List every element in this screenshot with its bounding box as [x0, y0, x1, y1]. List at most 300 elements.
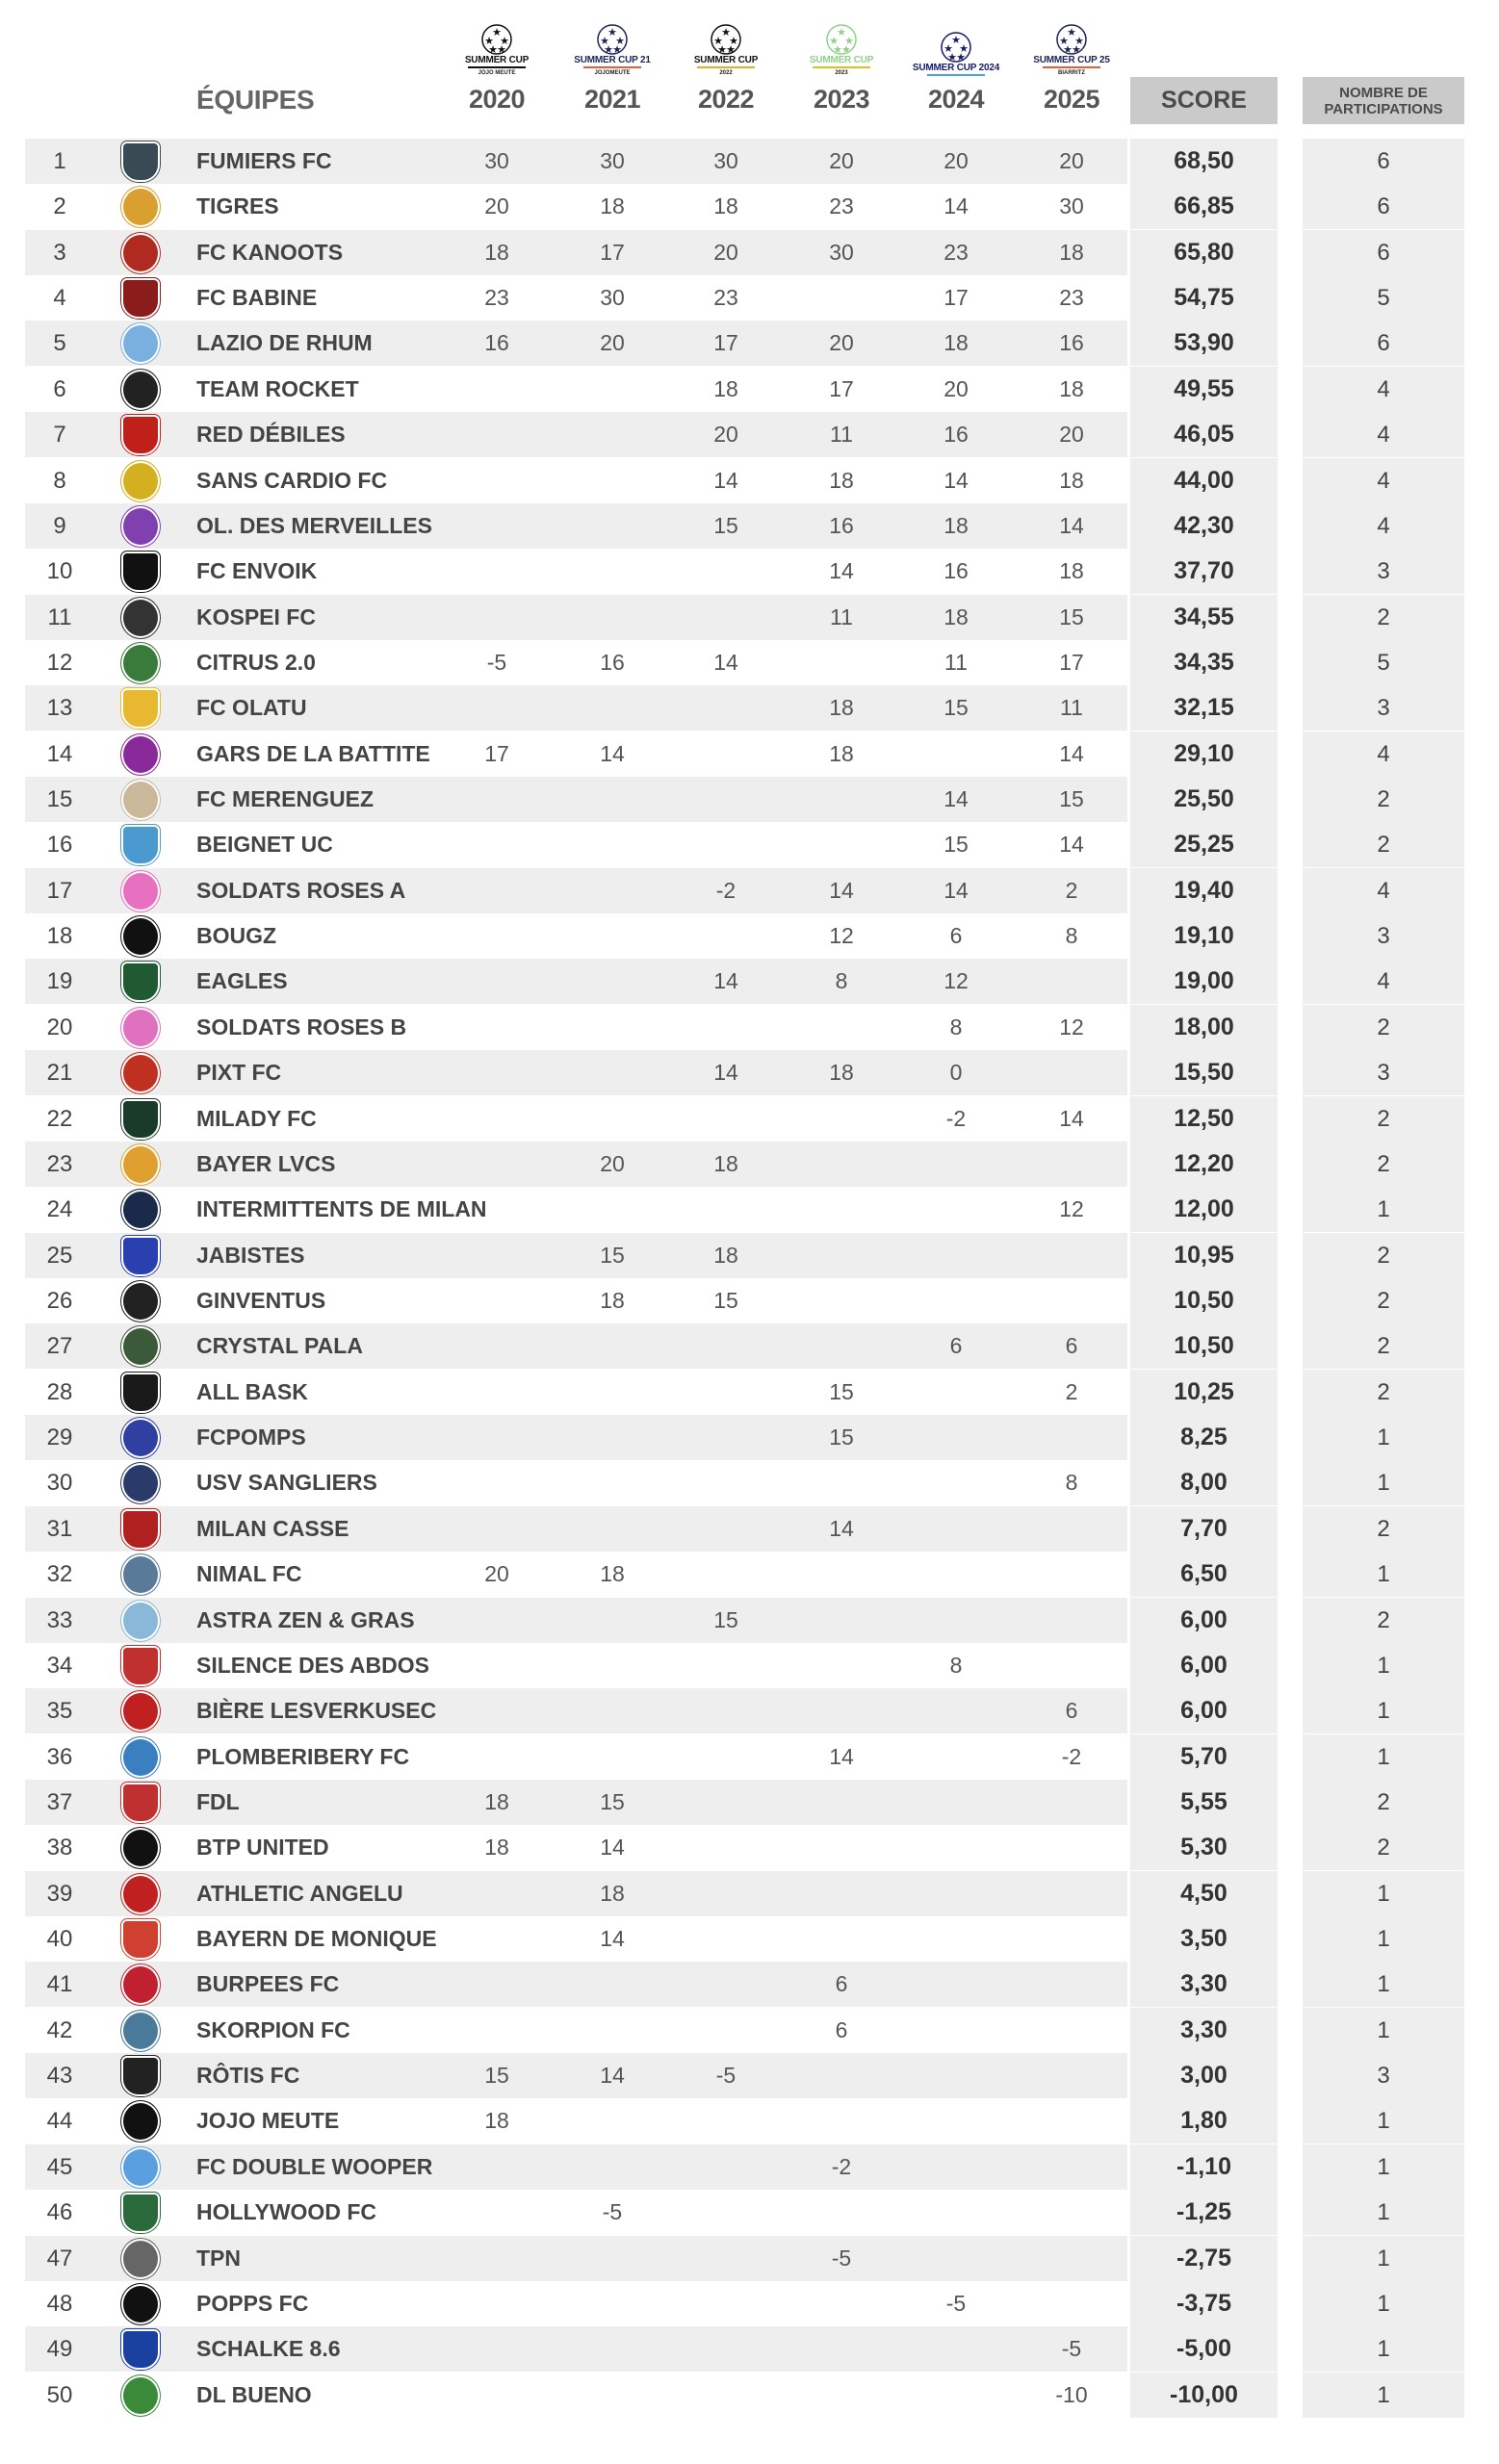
team-name: BAYERN DE MONIQUE [196, 1926, 437, 1951]
table-row [25, 503, 1127, 549]
year-score-2023: 20 [829, 330, 854, 355]
table-row [25, 1552, 1127, 1597]
year-score-2021 [574, 595, 651, 640]
team-name: INTERMITTENTS DE MILAN [196, 1196, 487, 1221]
team-logo [121, 278, 160, 318]
year-score-2025 [1033, 1962, 1110, 2007]
year-score-2022: 20 [713, 422, 738, 447]
year-score-2023 [803, 1460, 880, 1505]
year-score-2023: -2 [831, 2154, 852, 2179]
team-name: MILADY FC [196, 1106, 317, 1131]
total-score: 6,00 [1130, 1643, 1278, 1688]
total-score: 3,30 [1130, 2008, 1278, 2053]
rank-number: 8 [53, 468, 66, 494]
starball-icon [1055, 23, 1088, 56]
year-score-2021: 14 [600, 1835, 625, 1860]
participation-count: 3 [1303, 2053, 1464, 2098]
total-score: 66,85 [1130, 184, 1278, 229]
year-score-2025 [1033, 1415, 1110, 1460]
year-score-2021 [574, 2144, 651, 2190]
team-crest-icon [121, 461, 160, 501]
year-score-2022: 14 [713, 1060, 738, 1085]
rank-number: 17 [46, 878, 73, 904]
year-score-2022: 18 [713, 1151, 738, 1176]
year-score-2023 [803, 1780, 880, 1825]
rank-number: 31 [46, 1516, 73, 1542]
year-score-2025: -10 [1055, 2382, 1088, 2407]
participation-count: 4 [1303, 732, 1464, 777]
team-name: ALL BASK [196, 1379, 308, 1404]
rank-number: 22 [46, 1106, 73, 1132]
year-score-2025 [1033, 1916, 1110, 1962]
year-score-2021: 20 [600, 330, 625, 355]
table-row [25, 1187, 1127, 1232]
svg-text:★: ★ [1059, 36, 1069, 47]
team-name: DL BUENO [196, 2382, 312, 2407]
rank-number: 9 [53, 513, 66, 539]
participation-count: 3 [1303, 685, 1464, 731]
total-score: 34,35 [1130, 640, 1278, 685]
team-crest-icon [121, 1281, 160, 1322]
year-score-2021 [574, 1598, 651, 1643]
year-score-2021 [574, 2236, 651, 2281]
total-score: 65,80 [1130, 230, 1278, 275]
team-crest-icon [121, 2101, 160, 2142]
year-score-2024: 8 [949, 1014, 963, 1040]
rank-number: 13 [46, 695, 73, 721]
team-name: FC BABINE [196, 285, 318, 310]
year-score-2023 [803, 2326, 880, 2372]
year-score-2024 [917, 2236, 995, 2281]
year-score-2024 [917, 1552, 995, 1597]
year-score-2024: 14 [943, 878, 969, 903]
year-score-2021 [574, 549, 651, 594]
team-logo [121, 1554, 160, 1594]
rank-number: 15 [46, 786, 73, 812]
table-row [25, 2053, 1127, 2098]
year-score-2025: 14 [1059, 1106, 1084, 1131]
participation-count: 5 [1303, 275, 1464, 321]
year-score-2024 [917, 2373, 995, 2418]
year-score-2021: 16 [600, 650, 625, 675]
table-row [25, 1643, 1127, 1688]
participation-count: 4 [1303, 458, 1464, 503]
year-score-2022: 15 [713, 513, 738, 538]
year-score-2021 [574, 1962, 651, 2007]
team-crest-icon [121, 2329, 160, 2370]
team-crest-icon [121, 1554, 160, 1595]
team-crest-icon [121, 962, 160, 1002]
table-row [25, 1096, 1127, 1142]
year-score-2024: 8 [949, 1653, 963, 1678]
cup-logo-2020 [453, 10, 540, 77]
table-row [25, 2190, 1127, 2235]
year-score-2020: 18 [484, 1789, 509, 1814]
team-name: SANS CARDIO FC [196, 468, 388, 493]
year-score-2023: 17 [829, 376, 854, 401]
year-score-2021 [574, 503, 651, 549]
year-score-2023 [803, 1142, 880, 1187]
year-score-2023 [803, 777, 880, 822]
team-logo [121, 2375, 160, 2415]
team-logo [121, 2239, 160, 2278]
participation-count: 1 [1303, 2008, 1464, 2053]
team-logo [121, 2147, 160, 2187]
team-crest-icon [121, 1463, 160, 1503]
year-score-2024 [917, 1233, 995, 1278]
participation-count: 2 [1303, 1142, 1464, 1187]
rank-number: 29 [46, 1424, 73, 1450]
year-score-2023: 16 [829, 513, 854, 538]
year-score-2021 [574, 2326, 651, 2372]
rank-number: 50 [46, 2382, 73, 2408]
year-score-2024: 14 [943, 786, 969, 811]
header-year-2023: 2023 [813, 85, 870, 114]
cup-title: SUMMER CUP [809, 55, 874, 65]
team-name: FC KANOOTS [196, 240, 344, 265]
year-score-2024: 16 [943, 422, 969, 447]
team-name: KOSPEI FC [196, 604, 316, 629]
year-score-2023 [803, 1233, 880, 1278]
team-logo [121, 1509, 160, 1549]
year-score-2021 [574, 1415, 651, 1460]
table-row [25, 367, 1127, 412]
table-row [25, 2008, 1127, 2053]
year-score-2024 [917, 1370, 995, 1415]
team-crest-icon [121, 2375, 160, 2416]
svg-text:★: ★ [956, 52, 966, 64]
year-score-2023 [803, 2190, 880, 2235]
svg-text:★: ★ [959, 43, 969, 55]
rank-number: 1 [53, 148, 66, 174]
year-score-2022 [687, 595, 764, 640]
participation-count: 1 [1303, 2373, 1464, 2418]
participation-count: 2 [1303, 1005, 1464, 1050]
cup-underline [583, 66, 641, 68]
svg-text:★: ★ [726, 44, 736, 56]
total-score: 19,00 [1130, 959, 1278, 1004]
year-score-2023 [803, 1643, 880, 1688]
year-score-2025 [1033, 1278, 1110, 1323]
cup-logo-2023 [798, 10, 885, 77]
team-name: SKORPION FC [196, 2017, 350, 2042]
year-score-2025 [1033, 1142, 1110, 1187]
year-score-2020: 23 [484, 285, 509, 310]
year-score-2022 [687, 1552, 764, 1597]
year-score-2021 [574, 1096, 651, 1142]
table-row [25, 1825, 1127, 1870]
year-score-2020 [458, 1278, 535, 1323]
rank-number: 38 [46, 1835, 73, 1861]
total-score: -5,00 [1130, 2326, 1278, 2372]
year-score-2020 [458, 2236, 535, 2281]
team-name: PIXT FC [196, 1060, 282, 1085]
rank-number: 18 [46, 923, 73, 949]
year-score-2021 [574, 777, 651, 822]
team-crest-icon [121, 1008, 160, 1048]
participation-count: 2 [1303, 1233, 1464, 1278]
year-score-2021 [574, 868, 651, 913]
total-score: 19,40 [1130, 868, 1278, 913]
team-crest-icon [121, 780, 160, 820]
participation-count: 4 [1303, 959, 1464, 1004]
rank-number: 46 [46, 2199, 73, 2225]
total-score: 10,50 [1130, 1278, 1278, 1323]
year-score-2025 [1033, 2098, 1110, 2143]
year-score-2024 [917, 1916, 995, 1962]
rank-number: 42 [46, 2017, 73, 2043]
team-logo [121, 962, 160, 1001]
svg-text:★: ★ [1072, 44, 1081, 56]
table-row [25, 1916, 1127, 1962]
participation-count: 3 [1303, 913, 1464, 959]
year-score-2022 [687, 1962, 764, 2007]
year-score-2022: 14 [713, 968, 738, 993]
team-name: HOLLYWOOD FC [196, 2199, 376, 2224]
team-logo [121, 1601, 160, 1640]
year-score-2024 [917, 2098, 995, 2143]
svg-text:★: ★ [947, 52, 957, 64]
team-logo [121, 1008, 160, 1047]
team-name: RED DÉBILES [196, 422, 346, 447]
year-score-2020 [458, 2144, 535, 2190]
year-score-2025 [1033, 2190, 1110, 2235]
year-score-2020: 20 [484, 1561, 509, 1586]
participation-count: 4 [1303, 868, 1464, 913]
team-logo [121, 415, 160, 454]
year-score-2021: 18 [600, 1881, 625, 1906]
year-score-2020 [458, 959, 535, 1004]
year-score-2021: 14 [600, 1926, 625, 1951]
svg-text:★: ★ [607, 27, 617, 38]
year-score-2021 [574, 685, 651, 731]
total-score: 32,15 [1130, 685, 1278, 731]
year-score-2024: 6 [949, 923, 963, 948]
team-crest-icon [121, 1373, 160, 1413]
team-crest-icon [121, 1099, 160, 1140]
year-score-2023: 18 [829, 741, 854, 766]
team-logo [121, 141, 160, 181]
cup-subtitle: BIARRITZ [1058, 70, 1085, 76]
year-score-2020 [458, 2190, 535, 2235]
year-score-2025: 20 [1059, 148, 1084, 173]
cup-title: SUMMER CUP 21 [574, 55, 651, 65]
team-crest-icon [121, 825, 160, 865]
team-logo [121, 1463, 160, 1502]
header-score-label: SCORE [1130, 77, 1278, 124]
total-score: 68,50 [1130, 139, 1278, 184]
participation-count: 2 [1303, 1598, 1464, 1643]
team-logo [121, 643, 160, 682]
year-score-2020 [458, 1096, 535, 1142]
cup-underline [927, 74, 985, 76]
total-score: 5,30 [1130, 1825, 1278, 1870]
svg-text:★: ★ [829, 36, 839, 47]
year-score-2024 [917, 1142, 995, 1187]
team-crest-icon [121, 688, 160, 729]
team-name: RÔTIS FC [196, 2063, 300, 2088]
year-score-2022 [687, 2144, 764, 2190]
team-logo [121, 780, 160, 819]
team-name: ASTRA ZEN & GRAS [196, 1607, 415, 1632]
team-name: BAYER LVCS [196, 1151, 336, 1176]
table-row [25, 230, 1127, 275]
team-name: USV SANGLIERS [196, 1470, 377, 1495]
participation-count: 2 [1303, 822, 1464, 867]
table-row [25, 1871, 1127, 1916]
rank-number: 20 [46, 1014, 73, 1040]
participation-count: 1 [1303, 1460, 1464, 1505]
participation-count: 2 [1303, 1323, 1464, 1369]
team-logo [121, 506, 160, 546]
year-score-2024 [917, 1415, 995, 1460]
starball-icon [940, 31, 972, 64]
total-score: 6,50 [1130, 1552, 1278, 1597]
header-year-2024: 2024 [927, 85, 985, 114]
svg-text:★: ★ [1067, 27, 1076, 38]
year-score-2023: 14 [829, 1516, 854, 1541]
total-score: 5,70 [1130, 1734, 1278, 1780]
table-row [25, 595, 1127, 640]
team-logo [121, 2056, 160, 2095]
year-score-2023 [803, 1323, 880, 1369]
year-score-2023: -5 [831, 2246, 852, 2271]
total-score: 7,70 [1130, 1506, 1278, 1552]
participation-count: 6 [1303, 139, 1464, 184]
team-logo [121, 916, 160, 956]
team-crest-icon [121, 141, 160, 182]
rank-number: 26 [46, 1288, 73, 1314]
year-score-2021 [574, 1506, 651, 1552]
cup-logo-2021 [569, 10, 656, 77]
year-score-2020: 18 [484, 1835, 509, 1860]
year-score-2025 [1033, 2236, 1110, 2281]
year-score-2021 [574, 959, 651, 1004]
team-crest-icon [121, 552, 160, 592]
team-crest-icon [121, 187, 160, 227]
year-score-2020: 18 [484, 240, 509, 265]
rank-number: 10 [46, 558, 73, 584]
year-score-2022: 15 [713, 1607, 738, 1632]
team-logo [121, 1373, 160, 1412]
year-score-2022 [687, 777, 764, 822]
team-logo [121, 1874, 160, 1913]
year-score-2023: 14 [829, 1744, 854, 1769]
year-score-2024: 23 [943, 240, 969, 265]
year-score-2023 [803, 1005, 880, 1050]
year-score-2024 [917, 1598, 995, 1643]
year-score-2025 [1033, 2281, 1110, 2326]
year-score-2024: 14 [943, 193, 969, 218]
year-score-2025: 16 [1059, 330, 1084, 355]
total-score: 12,20 [1130, 1142, 1278, 1187]
rank-number: 35 [46, 1698, 73, 1724]
team-name: TEAM ROCKET [196, 376, 359, 401]
year-score-2021: 18 [600, 193, 625, 218]
rank-number: 33 [46, 1607, 73, 1633]
year-score-2023 [803, 2281, 880, 2326]
year-score-2024: 20 [943, 148, 969, 173]
total-score: 4,50 [1130, 1871, 1278, 1916]
svg-text:★: ★ [612, 44, 622, 56]
table-row [25, 2236, 1127, 2281]
team-name: JABISTES [196, 1243, 305, 1268]
year-score-2020 [458, 503, 535, 549]
rank-number: 36 [46, 1744, 73, 1770]
team-crest-icon [121, 1601, 160, 1641]
year-score-2024 [917, 2144, 995, 2190]
year-score-2022 [687, 685, 764, 731]
total-score: 10,25 [1130, 1370, 1278, 1415]
year-score-2025: 23 [1059, 285, 1084, 310]
year-score-2021 [574, 367, 651, 412]
year-score-2023 [803, 1916, 880, 1962]
table-row [25, 868, 1127, 913]
team-crest-icon [121, 278, 160, 319]
year-score-2022 [687, 1415, 764, 1460]
rank-number: 14 [46, 741, 73, 767]
year-score-2025 [1033, 2053, 1110, 2098]
total-score: 44,00 [1130, 458, 1278, 503]
year-score-2025: 18 [1059, 468, 1084, 493]
table-row [25, 1688, 1127, 1733]
team-crest-icon [121, 2011, 160, 2051]
team-crest-icon [121, 2147, 160, 2188]
table-row [25, 1370, 1127, 1415]
rank-number: 45 [46, 2154, 73, 2180]
rank-number: 30 [46, 1470, 73, 1496]
year-score-2024: 14 [943, 468, 969, 493]
total-score: 25,50 [1130, 777, 1278, 822]
year-score-2024: 11 [944, 650, 968, 675]
team-name: ATHLETIC ANGELU [196, 1881, 403, 1906]
year-score-2024: 17 [943, 285, 969, 310]
year-score-2020: 17 [484, 741, 509, 766]
total-score: 34,55 [1130, 595, 1278, 640]
table-row [25, 2144, 1127, 2190]
year-score-2023 [803, 822, 880, 867]
year-score-2022: 18 [713, 1243, 738, 1268]
table-row [25, 777, 1127, 822]
team-crest-icon [121, 1646, 160, 1686]
table-row [25, 2373, 1127, 2418]
year-score-2022 [687, 1688, 764, 1733]
year-score-2020 [458, 913, 535, 959]
year-score-2025 [1033, 1552, 1110, 1597]
team-crest-icon [121, 871, 160, 911]
year-score-2023: 6 [835, 2017, 848, 2042]
total-score: 10,50 [1130, 1323, 1278, 1369]
total-score: 3,30 [1130, 1962, 1278, 2007]
year-score-2022: 18 [713, 193, 738, 218]
table-row [25, 1050, 1127, 1095]
year-score-2020 [458, 1370, 535, 1415]
team-logo [121, 187, 160, 226]
year-score-2020 [458, 1050, 535, 1095]
cup-underline [1043, 66, 1100, 68]
year-score-2025 [1033, 1598, 1110, 1643]
team-name: EAGLES [196, 968, 288, 993]
year-score-2020 [458, 458, 535, 503]
year-score-2020 [458, 549, 535, 594]
table-row [25, 275, 1127, 321]
year-score-2020 [458, 685, 535, 731]
participation-count: 2 [1303, 595, 1464, 640]
total-score: 18,00 [1130, 1005, 1278, 1050]
participation-count: 2 [1303, 1825, 1464, 1870]
year-score-2020 [458, 595, 535, 640]
participation-count: 2 [1303, 1780, 1464, 1825]
